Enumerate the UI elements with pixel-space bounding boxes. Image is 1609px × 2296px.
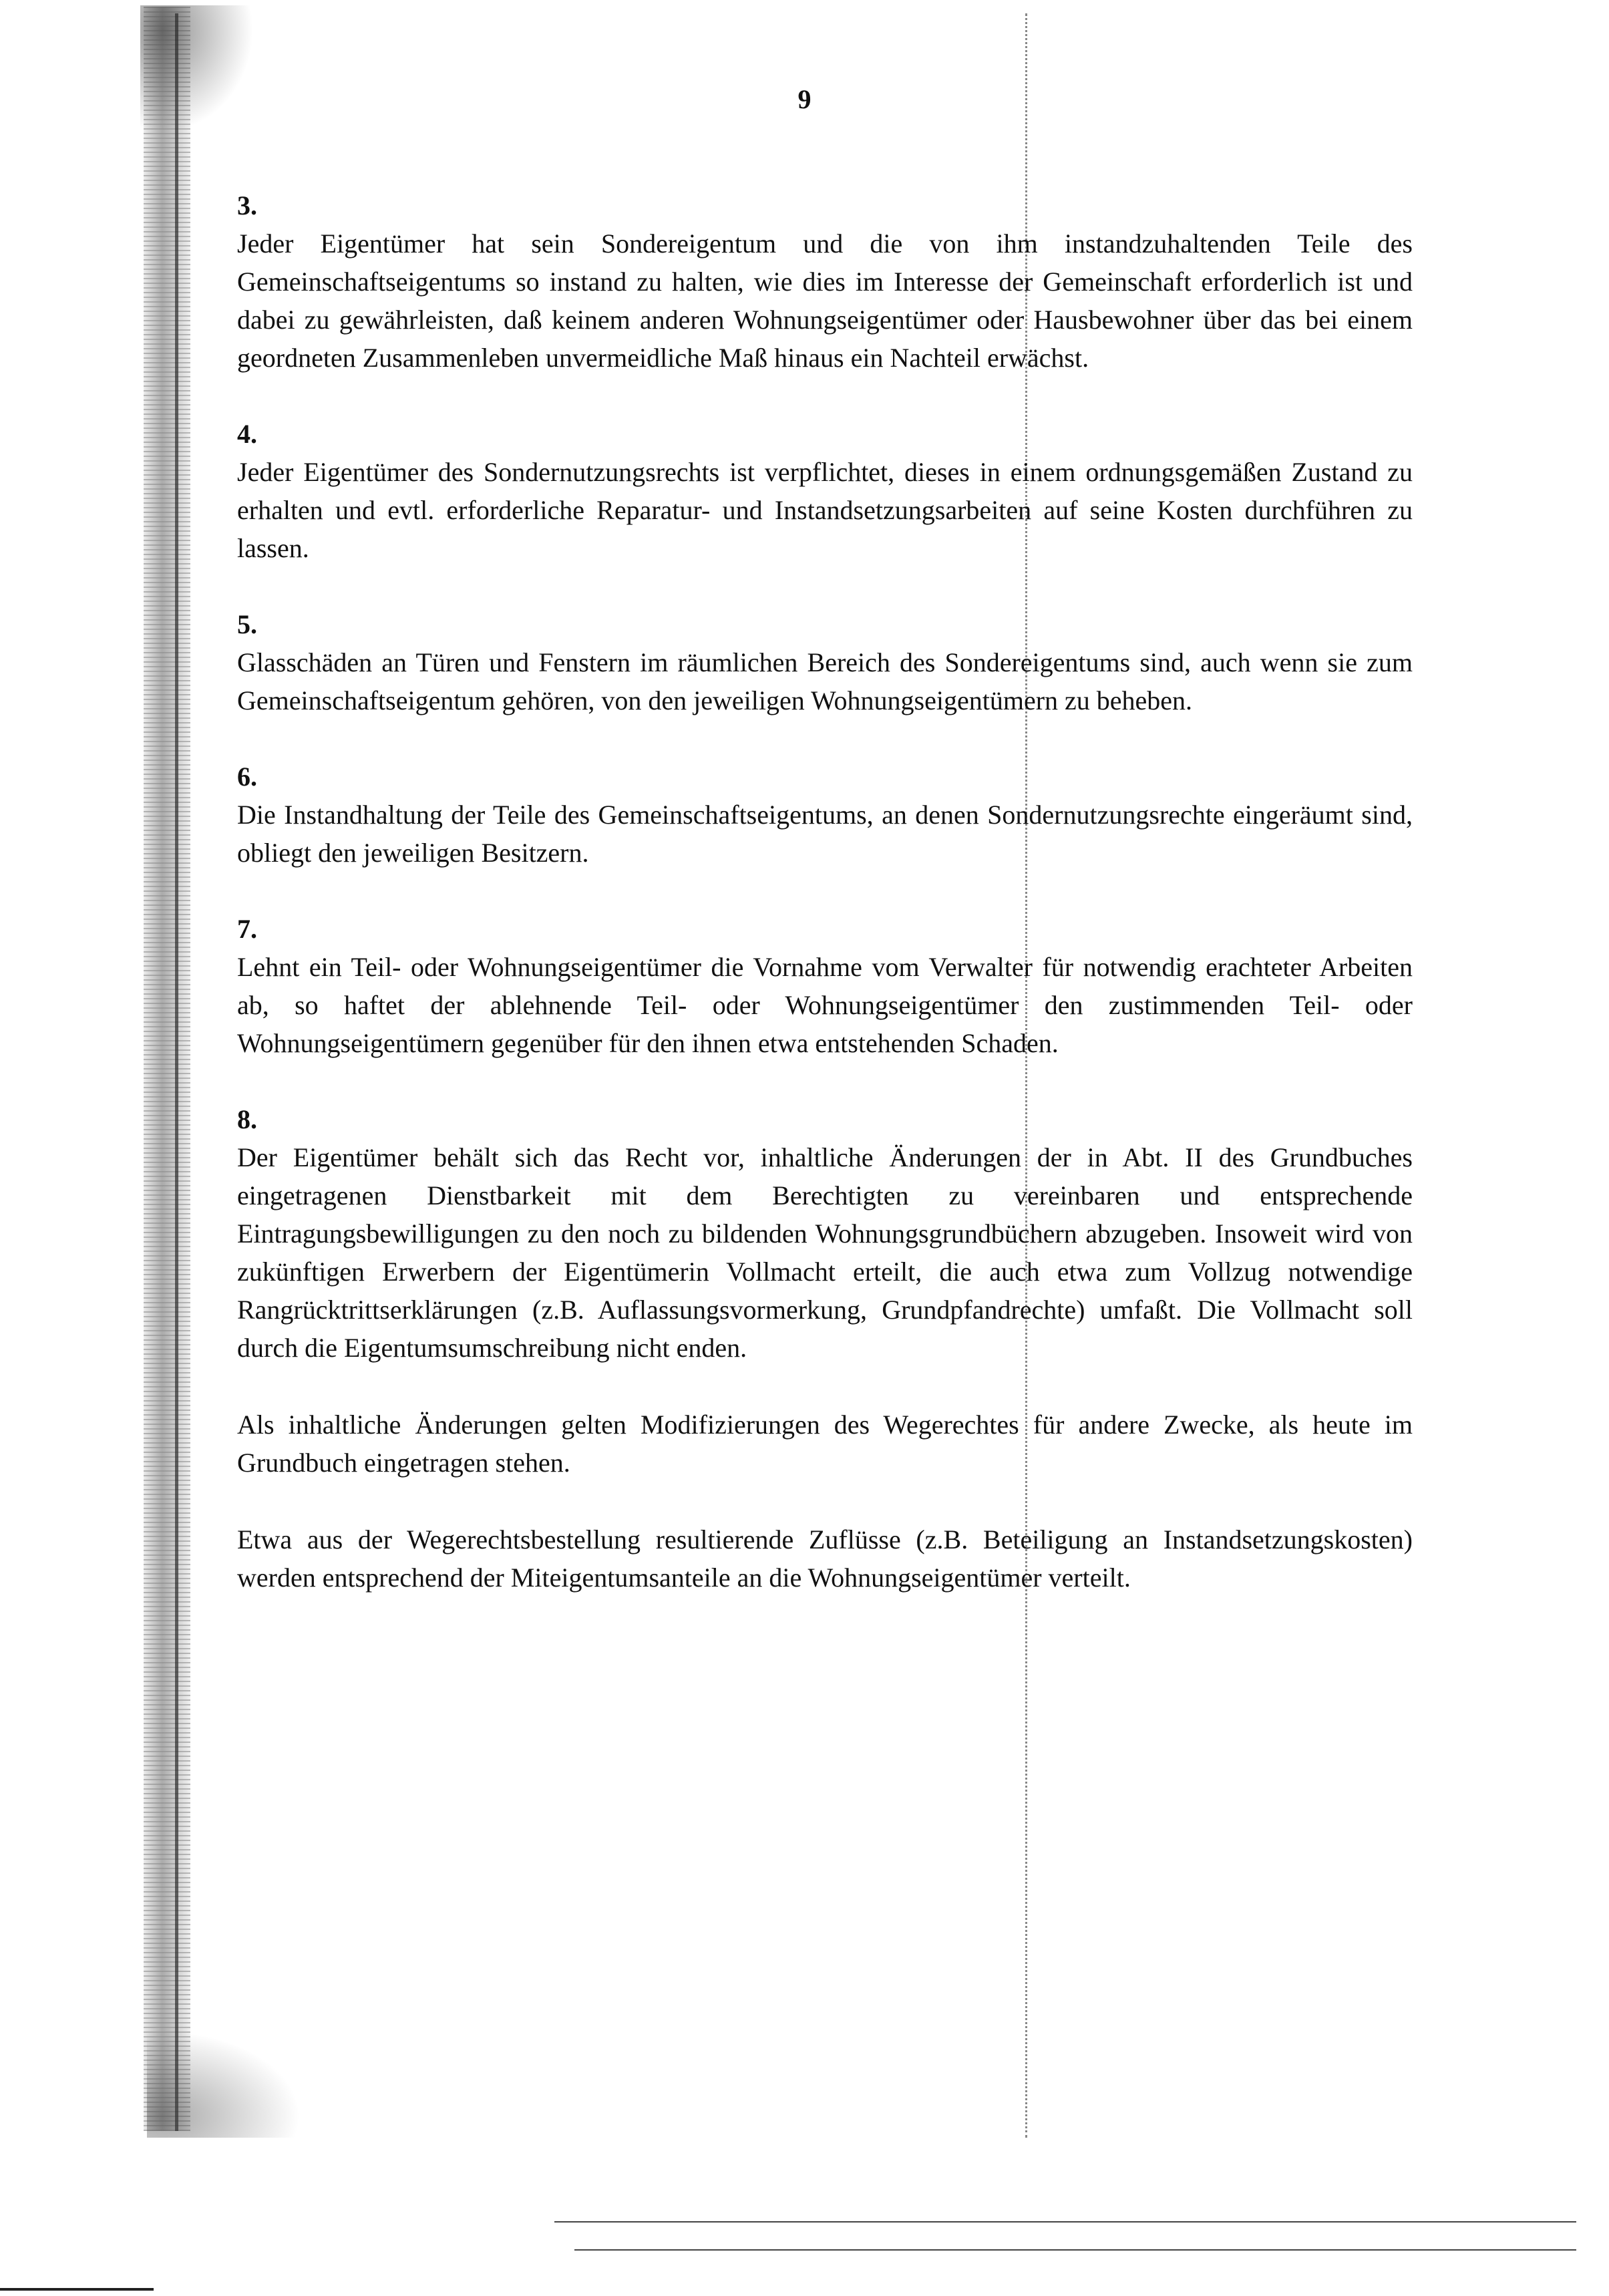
section-paragraph: Lehnt ein Teil- oder Wohnungseigentümer die Vornahme vom Verwalter für notwendig erachteter Arbeiten ab, so haftet der ablehnende Teil- oder Wohnungseigentümer den zustimmenden Teil- oder Wohnungseigentümern gegenüber für den ihnen etwa entstehenden Schaden.: [237, 952, 1413, 1058]
section-number: 5.: [237, 609, 257, 639]
document-body: [237, 187, 1413, 1635]
scan-bottom-edge: [0, 2288, 154, 2291]
section-paragraph: Jeder Eigentümer des Sondernutzungsrechts ist verpflichtet, dieses in einem ordnungsgemäßen Zustand zu erhalten und evtl. erforderliche Reparatur- und Instandsetzungsarbeiten auf seine Kosten durchführen zu lassen.: [237, 457, 1413, 563]
footer-rule: [554, 2221, 1576, 2223]
section-3: [237, 187, 1413, 377]
scan-shadow-bottom: [147, 2031, 301, 2138]
footer-rules: [554, 2221, 1576, 2261]
section-paragraph: Etwa aus der Wegerechtsbestellung resultierende Zuflüsse (z.B. Beteiligung an Instandsetzungskosten) werden entsprechend der Miteigentumsanteile an die Wohnungseigentümer verteilt.: [237, 1524, 1413, 1593]
section-6: [237, 758, 1413, 872]
section-paragraph: Die Instandhaltung der Teile des Gemeinschaftseigentums, an denen Sondernutzungsrechte eingeräumt sind, obliegt den jeweiligen Besitzern.: [237, 800, 1413, 868]
section-number: 8.: [237, 1104, 257, 1134]
footer-rule: [574, 2249, 1576, 2251]
scan-edge-line: [175, 13, 178, 2131]
section-5: [237, 606, 1413, 719]
section-4: [237, 416, 1413, 567]
section-8: [237, 1101, 1413, 1597]
section-number: 6.: [237, 762, 257, 792]
section-number: 4.: [237, 419, 257, 449]
section-paragraph: Als inhaltliche Änderungen gelten Modifizierungen des Wegerechtes für andere Zwecke, als heute im Grundbuch eingetragen stehen.: [237, 1410, 1413, 1478]
section-number: 7.: [237, 914, 257, 944]
section-paragraph: Der Eigentümer behält sich das Recht vor, inhaltliche Änderungen der in Abt. II des Grundbuches eingetragenen Dienstbarkeit mit dem Berechtigten zu vereinbaren und entsprechende Eintragungsbewilligungen zu den noch zu bildenden Wohnungsgrundbüchern abzugeben. Insoweit wird von zukünftigen Erwerbern der Eigentümerin Vollmacht erteilt, die auch etwa zum Vollzug notwendige Rangrücktrittserklärungen (z.B. Auflassungsvormerkung, Grundpfandrechte) umfaßt. Die Vollmacht soll durch die Eigentumsumschreibung nicht enden.: [237, 1142, 1413, 1363]
scan-edge-shadow: [144, 7, 190, 2131]
section-number: 3.: [237, 190, 257, 220]
page-number: 9: [797, 84, 812, 114]
section-paragraph: Jeder Eigentümer hat sein Sondereigentum und die von ihm instandzuhaltenden Teile des Gemeinschaftseigentums so instand zu halten, wie dies im Interesse der Gemeinschaft erforderlich ist und dabei zu gewährleisten, daß keinem anderen Wohnungseigentümer oder Hausbewohner über das bei einem geordneten Zusammenleben unvermeidliche Maß hinaus ein Nachteil erwächst.: [237, 228, 1413, 373]
section-7: [237, 911, 1413, 1062]
section-paragraph: Glasschäden an Türen und Fenstern im räumlichen Bereich des Sondereigentums sind, auch wenn sie zum Gemeinschaftseigentum gehören, von den jeweiligen Wohnungseigentümern zu beheben.: [237, 647, 1413, 715]
